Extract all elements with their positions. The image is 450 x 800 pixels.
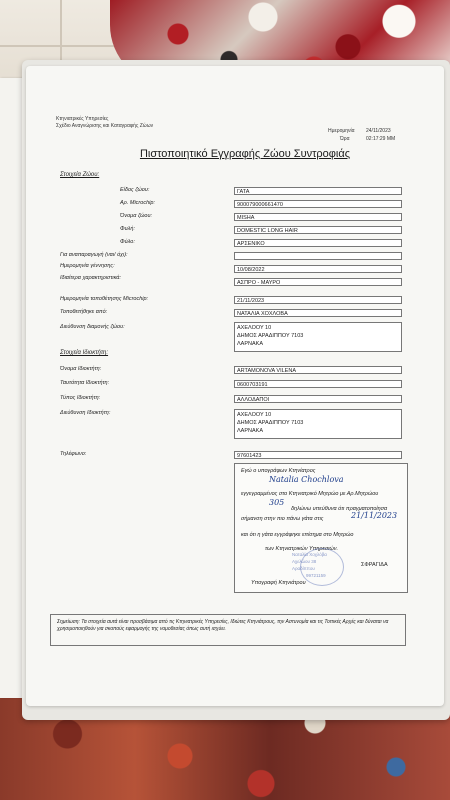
declaration-line-3: δηλώνω υπεύθυνα ότι πραγματοποίησα xyxy=(291,506,388,512)
owner-address-line-1: ΑΧΕΛΟΟΥ 10 xyxy=(237,412,272,418)
residence-line-3: ΛΑΡΝΑΚΑ xyxy=(237,341,263,347)
printed-time-value: 02:17:29 ΜΜ xyxy=(366,136,396,142)
owner-id-field: 0600703191 xyxy=(234,380,402,388)
owner-name-field: ARTAMONOVA VILENA xyxy=(234,366,402,374)
printed-date-label: Ημερομηνία xyxy=(328,128,355,134)
owner-type-label: Τύπος Ιδιοκτήτη: xyxy=(60,395,101,401)
animal-section-heading: Στοιχεία Ζώου: xyxy=(60,172,100,178)
owner-address-line-3: ΛΑΡΝΑΚΑ xyxy=(237,428,263,434)
dob-label: Ημερομηνία γέννησης: xyxy=(60,263,115,269)
breeding-label: Για αναπαραγωγή (ναι/ όχι): xyxy=(60,252,128,258)
placed-by-field: ΝΑΤΑΛΙΑ ΧΟΧΛΟΒΑ xyxy=(234,309,402,317)
tile-grout xyxy=(0,45,120,47)
residence-field xyxy=(234,322,402,352)
features-field: ΑΣΠΡΟ - ΜΑΥΡΟ xyxy=(234,278,402,286)
residence-line-1: ΑΧΕΛΟΟΥ 10 xyxy=(237,325,272,331)
declaration-line-1: Εγώ ο υπογράφων Κτηνίατρος xyxy=(241,468,316,474)
org-line-2: Σχέδιο Αναγνώρισης και Καταγραφής Ζώων xyxy=(56,123,154,129)
org-line-1: Κτηνιατρικές Υπηρεσίες xyxy=(56,116,109,122)
printed-time-label: Ώρα xyxy=(340,136,350,142)
animal-name-field: MISHA xyxy=(234,213,402,221)
vet-handwritten-name: Natalia Chochlova xyxy=(269,475,344,484)
printed-date-value: 24/11/2023 xyxy=(366,128,391,134)
owner-address-label: Διεύθυνση Ιδιοκτήτη: xyxy=(60,410,111,416)
owner-name-label: Όνομα Ιδιοκτήτη: xyxy=(60,366,102,372)
residence-label: Διεύθυνση διαμονής ζώου: xyxy=(60,324,125,330)
stamp-line-4: 99721159 xyxy=(306,573,326,578)
declaration-line-6: των Κτηνιατρικών Υπηρεσιών. xyxy=(265,546,339,552)
stamp-line-3: Αραδίππου xyxy=(292,566,315,571)
features-label: Ιδιαίτερα χαρακτηριστικά: xyxy=(60,275,121,281)
owner-type-field: ΑΛΛΟΔΑΠΟΙ xyxy=(234,395,402,403)
placed-by-label: Τοποθετήθηκε από: xyxy=(60,309,108,315)
microchip-field: 900079000661470 xyxy=(234,200,402,208)
phone-label: Τηλέφωνο: xyxy=(60,451,87,457)
features-date-field: 10/08/2022 xyxy=(234,265,402,273)
chip-date-field: 21/11/2023 xyxy=(234,296,402,304)
stamp-line-2: Αχελώου 38 xyxy=(292,559,317,564)
vet-reg-number: 305 xyxy=(269,498,285,507)
animal-name-label: Όνομα ζώου: xyxy=(120,213,153,219)
microchip-label: Αρ. Microchip: xyxy=(120,200,155,206)
declaration-line-4: σήμανση στην πιο πάνω γάτα στις xyxy=(241,516,324,522)
residence-line-2: ΔΗΜΟΣ ΑΡΑΔΙΠΠΟΥ 7103 xyxy=(237,333,304,339)
declaration-line-2: εγγεγραμμένος στο Κτηνιατρικό Μητρώο με Αρ.Μητρώου xyxy=(241,491,379,497)
stamp-line-1: Ναταλία Χοχλόβα xyxy=(292,552,327,557)
owner-address-line-2: ΔΗΜΟΣ ΑΡΑΔΙΠΠΟΥ 7103 xyxy=(237,420,304,426)
sex-field: ΑΡΣΕΝΙΚΟ xyxy=(234,239,402,247)
declaration-line-5: και ότι η γάτα εγγράφηκε επίσημα στο Μητρώο xyxy=(241,532,354,538)
page-title: Πιστοποιητικό Εγγραφής Ζώου Συντροφιάς xyxy=(139,148,351,160)
owner-id-label: Ταυτότητα Ιδιοκτήτη: xyxy=(60,380,110,386)
chip-date-label: Ημερομηνία τοποθέτησης Microchip: xyxy=(60,296,149,302)
handwritten-date: 21/11/2023 xyxy=(351,511,398,520)
privacy-note: Σημείωση: Τα στοιχεία αυτά είναι προσβάσιμα από τις Κτηνιατρικές Υπηρεσίες, Ιδιώτες Κτηνιάτρους, την Αστυνομία και τις Τοπικές Αρχές και δύναται να χρησιμοποιηθούν για σκοπούς εφαρμογής της νομοθεσίας όπως αυτή ισχύει. xyxy=(50,614,406,646)
breed-label: Φυλή: xyxy=(120,226,135,232)
breeding-field xyxy=(234,252,402,260)
signature-label: Υπογραφή Κτηνιάτρου xyxy=(251,580,306,586)
owner-section-heading: Στοιχεία Ιδιοκτήτη: xyxy=(60,350,109,356)
species-field: ΓΑΤΑ xyxy=(234,187,402,195)
sex-label: Φύλο: xyxy=(120,239,135,245)
phone-field: 97601423 xyxy=(234,451,402,459)
owner-address-field xyxy=(234,409,402,439)
stamp-label: ΣΦΡΑΓΙΔΑ xyxy=(361,562,388,568)
species-label: Είδος ζώου: xyxy=(120,187,150,193)
breed-field: DOMESTIC LONG HAIR xyxy=(234,226,402,234)
